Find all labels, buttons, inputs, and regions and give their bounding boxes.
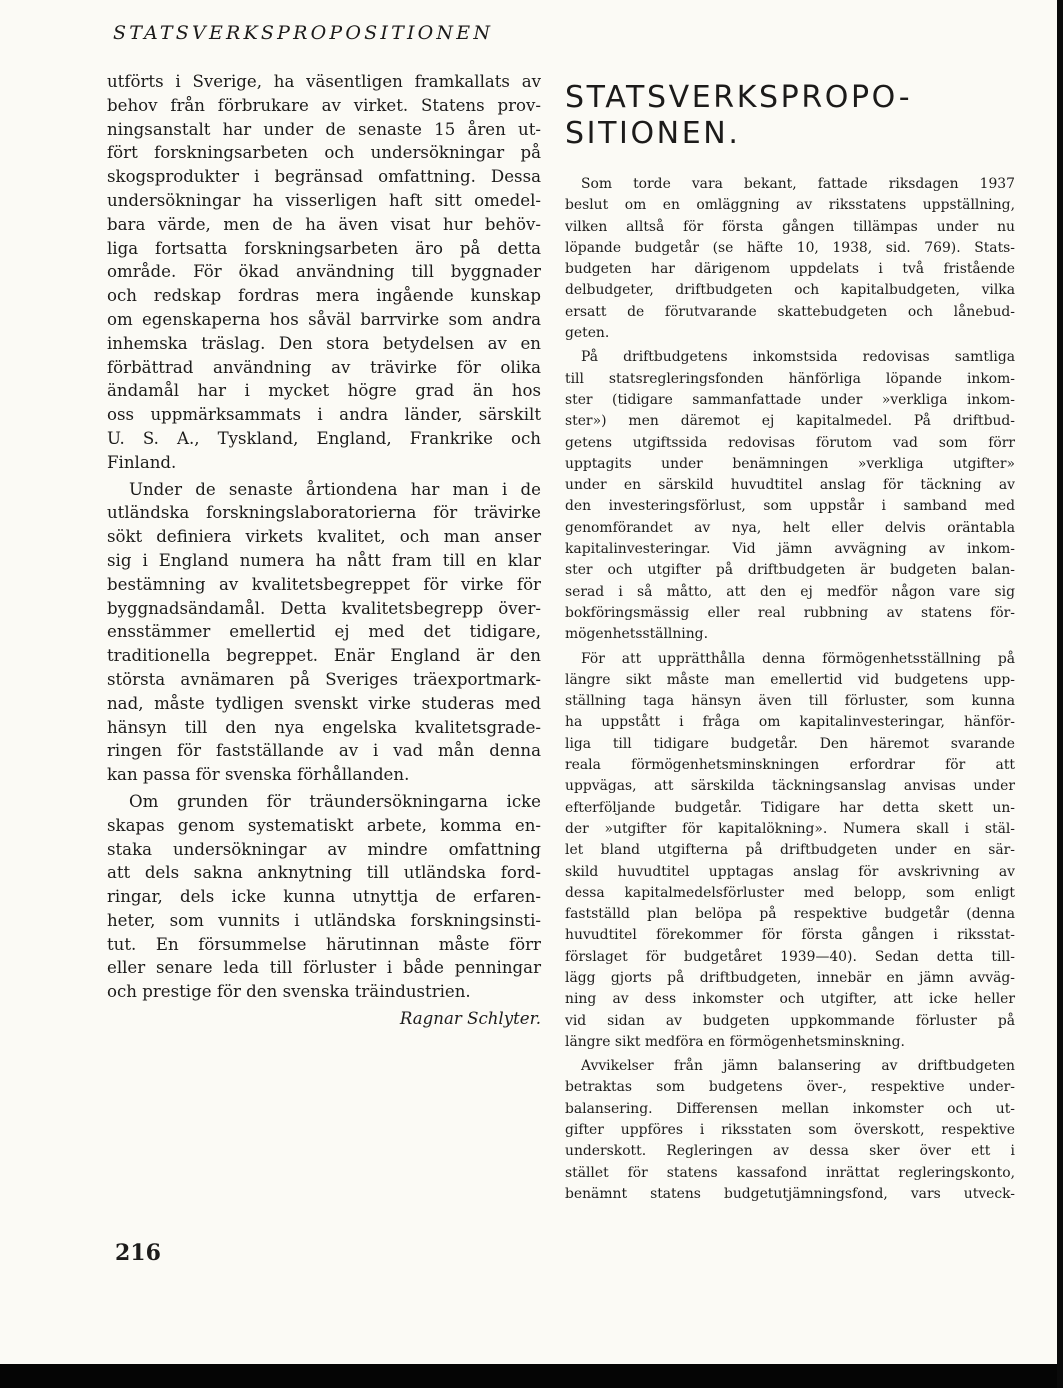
text-line: inhemska träslag. Den stora betydelsen av en	[107, 333, 541, 353]
paragraph	[565, 649, 1015, 1054]
text-line: liga fortsatta forskningsarbeten äro på detta	[107, 238, 541, 258]
text-line: ster och utgifter på driftbudgeten är budgeten balan-	[565, 562, 1015, 579]
text-line: heter, som vunnits i utländska forskningsinsti-	[107, 910, 541, 930]
text-line: löpande budgetår (se häfte 10, 1938, sid. 769). Stats-	[565, 239, 1015, 256]
text-line: lägg gjorts på driftbudgeten, innebär en jämn avväg-	[565, 969, 1015, 986]
text-line: genomförandet av nya, helt eller delvis oräntabla	[565, 519, 1015, 536]
text-line: att dels sakna anknytning till utländska ford-	[107, 863, 541, 883]
paragraph	[565, 174, 1015, 344]
text-line: utförts i Sverige, ha väsentligen framkallats av	[107, 72, 541, 91]
text-line: Avvikelser från jämn balansering av driftbudgeten	[581, 1058, 1015, 1075]
text-line: förbättrad användning av trävirke för olika	[107, 357, 541, 377]
text-line: oss uppmärksammats i andra länder, särskilt	[107, 405, 541, 425]
text-line: under en särskild huvudtitel anslag för täckning av	[565, 477, 1015, 494]
text-line: om egenskaperna hos såväl barrvirke som andra	[107, 309, 541, 329]
text-line: dessa kapitalmedelsförluster med belopp, som enligt	[565, 884, 1015, 901]
text-line: kan passa för svenska förhållanden.	[107, 765, 410, 785]
left-column	[107, 70, 541, 1007]
text-line: Om grunden för träundersökningarna icke	[129, 791, 541, 811]
text-line: För att upprätthålla denna förmögenhetsställning på	[581, 650, 1015, 667]
text-line: och prestige för den svenska träindustrien.	[107, 982, 471, 1002]
text-line: skogsprodukter i begränsad omfattning. Dessa	[107, 167, 541, 187]
text-line: Som torde vara bekant, fattade riksdagen 1937	[581, 176, 1015, 192]
text-line: geten.	[565, 325, 610, 342]
text-line: benämnt statens budgetutjämningsfond, vars utveck-	[565, 1185, 1015, 1202]
scan-edge-right	[1057, 0, 1063, 1388]
text-line: balansering. Differensen mellan inkomster och ut-	[565, 1100, 1015, 1117]
text-line: område. För ökad användning till byggnader	[107, 262, 541, 282]
page-number: 216	[115, 1240, 161, 1266]
text-line: stället för statens kassafond inrättat regleringskonto,	[565, 1164, 1015, 1181]
paragraph	[107, 478, 541, 787]
text-line: ster (tidigare sammanfattade under »verkliga inkom-	[565, 391, 1015, 408]
text-line: staka undersökningar av mindre omfattning	[107, 839, 541, 859]
text-line: ha uppstått i fråga om kapitalinvesteringar, hänför-	[565, 714, 1015, 731]
text-line: betraktas som budgetens över-, respektive under-	[565, 1079, 1015, 1096]
author-signature: Ragnar Schlyter.	[399, 1009, 541, 1028]
text-line: största avnämaren på Sveriges träexportmark-	[107, 669, 541, 689]
paragraph	[565, 347, 1015, 645]
text-line: delbudgeter, driftbudgeten och kapitalbudgeten, vilka	[565, 282, 1015, 299]
text-line: längre sikt medföra en förmögenhetsminskning.	[565, 1033, 905, 1050]
text-line: serad i så måtto, att den ej medför någon vare sig	[565, 583, 1015, 600]
text-line: let bland utgifterna på driftbudgeten under en sär-	[565, 842, 1015, 859]
text-line: förslaget för budgetåret 1939—40). Sedan detta till-	[565, 948, 1015, 965]
text-line: sig i England numera ha nått fram till en klar	[107, 550, 541, 570]
text-line: den investeringsförlust, som uppstår i samband med	[565, 498, 1015, 515]
right-column	[565, 174, 1015, 1208]
text-line: undersökningar ha visserligen haft sitt omedel-	[107, 190, 541, 210]
text-line: hänsyn till den nya engelska kvalitetsgrade-	[107, 717, 541, 737]
text-line: upptagits under benämningen »verkliga utgifter»	[565, 455, 1015, 472]
text-line: budgeten har därigenom uppdelats i två fristående	[565, 261, 1015, 278]
text-line: Finland.	[107, 452, 177, 472]
text-line: traditionella begreppet. Enär England är den	[107, 646, 541, 666]
text-line: ändamål har i mycket högre grad än hos	[107, 381, 541, 401]
text-line: ringar, dels icke kunna utnyttja de erfaren-	[107, 887, 541, 907]
text-line: vilken alltså för första gången tillämpas under nu	[565, 218, 1015, 235]
text-line: tut. En försummelse härutinnan måste förr	[107, 934, 541, 954]
text-line: gifter uppföres i riksstaten som överskott, respektive	[565, 1122, 1015, 1139]
text-line: Under de senaste årtiondena har man i de	[129, 479, 541, 499]
text-line: skild huvudtitel upptagas anslag för avskrivning av	[565, 863, 1015, 880]
article-title-line: SITIONEN.	[565, 116, 741, 151]
text-line: På driftbudgetens inkomstsida redovisas samtliga	[581, 349, 1015, 366]
text-line: ning av dess inkomster och utgifter, att icke heller	[565, 991, 1015, 1008]
text-line: ster») men däremot ej kapitalmedel. På driftbud-	[565, 413, 1015, 430]
text-line: sökt definiera virkets kvalitet, och man anser	[107, 527, 541, 547]
text-line: bara värde, men de ha även visat hur behöv-	[107, 214, 541, 234]
text-line: der »utgifter för kapitalökning». Numera skall i stäl-	[565, 820, 1015, 837]
text-line: ersatt de förutvarande skattebudgeten och lånebud-	[565, 303, 1015, 320]
text-line: liga till tidigare budgetår. Den häremot svarande	[565, 735, 1015, 752]
text-line: och redskap fordras mera ingående kunskap	[107, 286, 541, 306]
text-line: getens utgiftssida redovisas förutom vad som förr	[565, 434, 1015, 451]
text-line: vid sidan av budgeten uppkommande förluster på	[565, 1012, 1015, 1029]
text-line: nad, måste tydligen svenskt virke studeras med	[107, 693, 541, 713]
scan-edge-bottom	[0, 1364, 1063, 1388]
text-line: byggnadsändamål. Detta kvalitetsbegrepp över-	[107, 598, 541, 618]
text-line: ningsanstalt har under de senaste 15 åren ut-	[107, 119, 541, 139]
text-line: ställning taga hänsyn även till förluster, som kunna	[565, 693, 1015, 710]
text-line: mögenhetsställning.	[565, 626, 708, 643]
paragraph	[107, 70, 541, 475]
text-line: beslut om en omläggning av riksstatens uppställning,	[565, 197, 1015, 214]
text-line: längre sikt måste man emellertid vid budgetens upp-	[565, 671, 1015, 688]
article-title-line: STATSVERKSPROPO-	[565, 80, 913, 115]
text-line: eller senare leda till förluster i både penningar	[107, 958, 541, 978]
text-line: uppvägas, att särskilda täckningsanslag anvisas under	[565, 778, 1015, 795]
article-title	[565, 80, 912, 152]
text-line: behov från förbrukare av virket. Statens prov-	[107, 95, 541, 115]
paragraph	[107, 790, 541, 1004]
running-head: STATSVERKSPROPOSITIONEN	[113, 22, 494, 44]
text-line: ringen för fastställande av i vad mån denna	[107, 741, 541, 761]
text-line: efterföljande budgetår. Tidigare har detta skett un-	[565, 799, 1015, 816]
text-line: huvudtitel förekommer för första gången i riksstat-	[565, 927, 1015, 944]
text-line: underskott. Regleringen av dessa sker över ett i	[565, 1143, 1015, 1160]
text-line: ensstämmer emellertid ej med det tidigare,	[107, 622, 541, 642]
text-line: skapas genom systematiskt arbete, komma en-	[107, 815, 541, 835]
paragraph	[565, 1056, 1015, 1205]
text-line: till statsregleringsfonden hänförliga löpande inkom-	[565, 370, 1015, 387]
text-line: reala förmögenhetsminskningen erfordrar för att	[565, 757, 1015, 774]
text-line: fört forskningsarbeten och undersökningar på	[107, 143, 541, 163]
text-line: U. S. A., Tyskland, England, Frankrike och	[107, 428, 541, 448]
text-line: bokföringsmässig eller real rubbning av statens för-	[565, 604, 1015, 621]
text-line: bestämning av kvalitetsbegreppet för virke för	[107, 574, 541, 594]
text-line: utländska forskningslaboratorierna för trävirke	[107, 503, 541, 523]
text-line: fastställd plan belöpa på respektive budgetår (denna	[565, 906, 1015, 923]
text-line: kapitalinvesteringar. Vid jämn avvägning av inkom-	[565, 541, 1015, 558]
